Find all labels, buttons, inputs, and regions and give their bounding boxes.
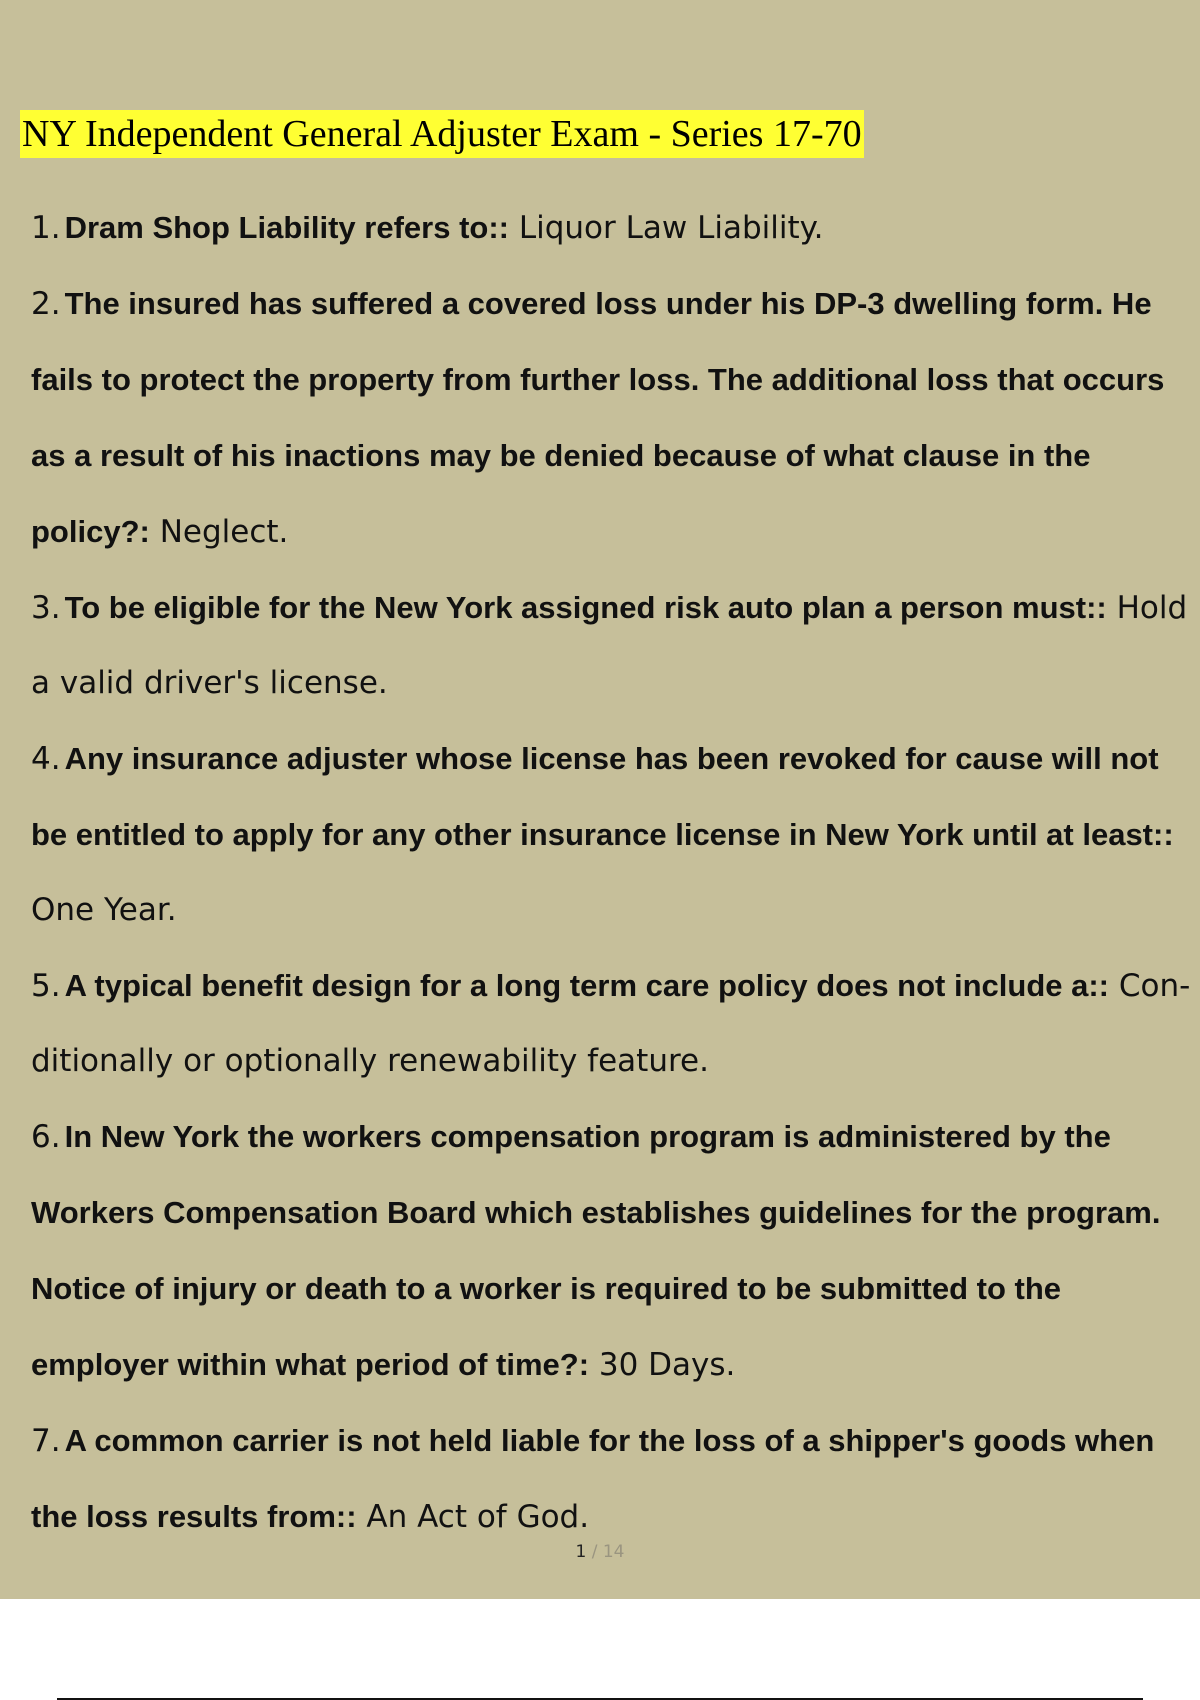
question-number: 2. [31,286,61,322]
question-text: Dram Shop Liability refers to:: [64,210,509,245]
page-separator: / [586,1542,603,1562]
question-item [31,570,1196,721]
question-text: To be eligible for the New York assigned risk auto plan a person must:: [64,590,1107,625]
question-item [31,1403,1196,1555]
question-text: A common carrier is not held liable for the loss of a shipper's goods when the loss results from:: [31,1423,1155,1534]
document-title: NY Independent General Adjuster Exam - Series 17-70 [20,110,864,158]
page-indicator [0,1542,1200,1562]
question-answer: Neglect. [149,514,289,550]
question-number: 1. [31,210,61,246]
question-number: 5. [31,968,61,1004]
question-answer: An Act of God. [356,1499,590,1535]
question-item [31,948,1196,1099]
total-pages: 14 [602,1542,625,1562]
question-item [31,721,1196,948]
question-answer: Liquor Law Liability. [508,210,824,246]
question-text: In New York the workers compensation program is administered by the Workers Compensation Board which establishes guidelines for the program. Notice of injury or death to a worker is required to be submitted to the employer within what period of time?: [31,1119,1161,1382]
question-answer: Hold a valid driver's license. [31,590,1188,701]
question-item [31,266,1196,570]
question-answer: One Year. [31,892,177,928]
question-number: 4. [31,741,61,777]
question-number: 6. [31,1119,61,1155]
question-number: 3. [31,590,61,626]
question-number: 7. [31,1423,61,1459]
question-answer: 30 Days. [589,1347,736,1383]
question-list [31,190,1196,1555]
question-item [31,1099,1196,1403]
question-answer: Con- ditionally or optionally renewability feature. [31,968,1191,1079]
question-text: A typical benefit design for a long term care policy does not include a:: [64,968,1109,1003]
question-text: The insured has suffered a covered loss under his DP-3 dwelling form. He fails to protect the property from further loss. The additional loss that occurs as a result of his inactions may be denied because of what clause in the policy?: [31,286,1165,549]
current-page: 1 [575,1542,587,1562]
question-text: Any insurance adjuster whose license has been revoked for cause will not be entitled to apply for any other insurance license in New York until at least:: [31,741,1174,852]
question-item [31,190,1196,266]
